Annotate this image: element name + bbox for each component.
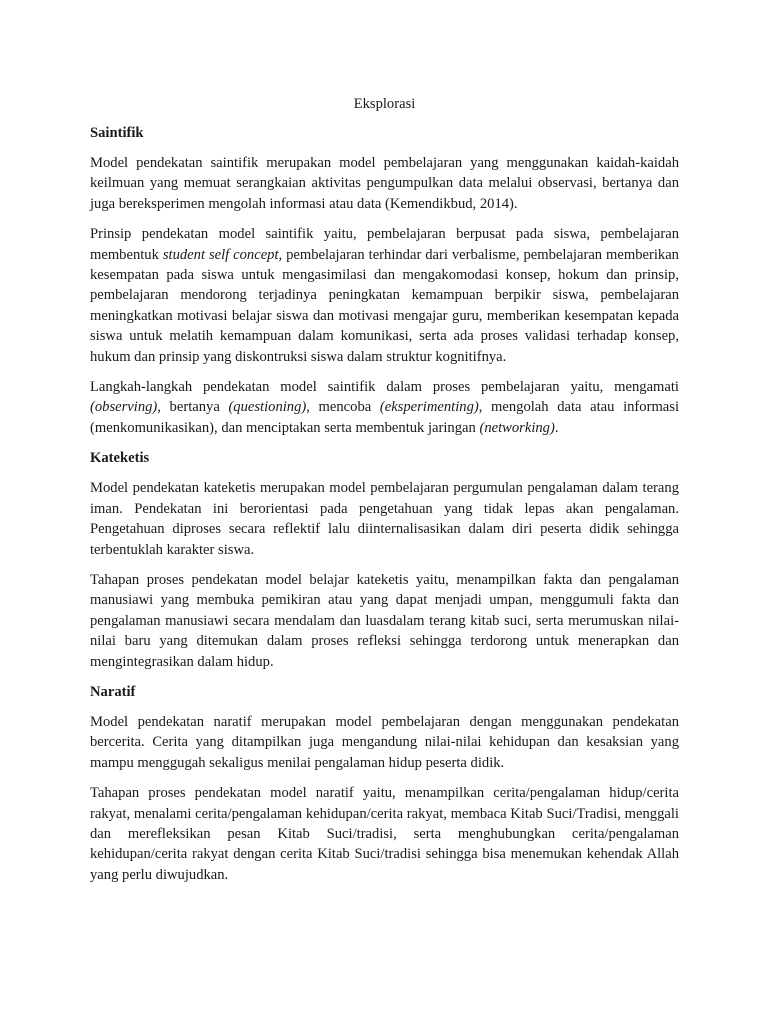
italic-term: (networking) <box>479 419 555 436</box>
section-heading-naratif: Naratif <box>90 683 136 700</box>
paragraph-saintifik-principles: Prinsip pendekatan model saintifik yaitu, pembelajaran berpusat pada siswa, pembelajaran membentuk student self concept, pembelajaran terhindar dari verbalisme, pembelajaran memberikan kesempatan pada siswa untuk mengasimilasi dan mengakomodasi konsep, hokum dan prinsip, pembelajaran mendorong terjadinya peningkatan kemampuan berpikir siswa, pembelajaran meningkatkan motivasi belajar siswa dan motivasi mengajar guru, memberikan kesempatan kepada siswa untuk melatih kemampuan dalam komunikasi, serta ada proses validasi terhadap konsep, hukum dan prinsip yang diskontruksi siswa dalam struktur kognitifnya. <box>90 226 679 365</box>
document-title: Eksplorasi <box>353 96 416 112</box>
italic-term: (questioning) <box>228 399 307 416</box>
document-page <box>90 94 679 895</box>
section-heading-kateketis: Kateketis <box>90 450 150 467</box>
paragraph-naratif-definition: Model pendekatan naratif merupakan model pembelajaran dengan menggunakan pendekatan bercerita. Cerita yang ditampilkan juga mengandung nilai-nilai kehidupan dan kesaksian yang mampu menggugah sekaligus menilai pengalaman hidup peserta didik. <box>90 713 679 771</box>
paragraph-naratif-stages: Tahapan proses pendekatan model naratif yaitu, menampilkan cerita/pengalaman hidup/cerita rakyat, menalami cerita/pengalaman kehidupan/cerita rakyat, membaca Kitab Suci/Tradisi, menggali dan merefleksikan pesan Kitab Suci/tradisi, serta menghubungkan cerita/pengalaman kehidupan/cerita rakyat dengan cerita Kitab Suci/tradisi sehingga bisa menemukan kehendak Allah yang perlu diwujudkan. <box>90 785 679 883</box>
italic-term: (observing) <box>90 399 158 416</box>
italic-term: (eksperimenting) <box>379 399 479 416</box>
paragraph-kateketis-definition: Model pendekatan kateketis merupakan model pembelajaran pergumulan pengalaman dalam terang iman. Pendekatan ini berorientasi pada pengetahuan yang tidak lepas akan pengalaman. Pengetahuan diproses secara reflektif lalu diinternalisasikan dalam diri peserta didik sehingga terbentuklah karakter siswa. <box>90 480 679 558</box>
italic-term: student self concept, <box>162 246 283 263</box>
paragraph-kateketis-stages: Tahapan proses pendekatan model belajar kateketis yaitu, menampilkan fakta dan pengalaman manusiawi yang membuka pemikiran atau yang dapat menjadi umpan, menggumuli fakta dan pengalaman manusiawi secara mendalam dan luasdalam terang kitab suci, serta merumuskan nilai-nilai baru yang ditemukan dalam proses refleksi sehingga terdorong untuk menerapkan dan mengintegrasikan dalam hidup. <box>90 571 679 670</box>
paragraph-saintifik-steps: Langkah-langkah pendekatan model saintifik dalam proses pembelajaran yaitu, mengamati (observing), bertanya (questioning), mencoba (eksperimenting), mengolah data atau informasi (menkomunikasikan), dan menciptakan serta membentuk jaringan (networking). <box>90 379 680 436</box>
section-heading-saintifik: Saintifik <box>90 125 144 141</box>
paragraph-saintifik-definition: Model pendekatan saintifik merupakan model pembelajaran yang menggunakan kaidah-kaidah keilmuan yang memuat serangkaian aktivitas pengumpulkan data melalui observasi, bertanya dan juga bereksperimen mengolah informasi atau data (Kemendikbud, 2014). <box>90 155 679 212</box>
